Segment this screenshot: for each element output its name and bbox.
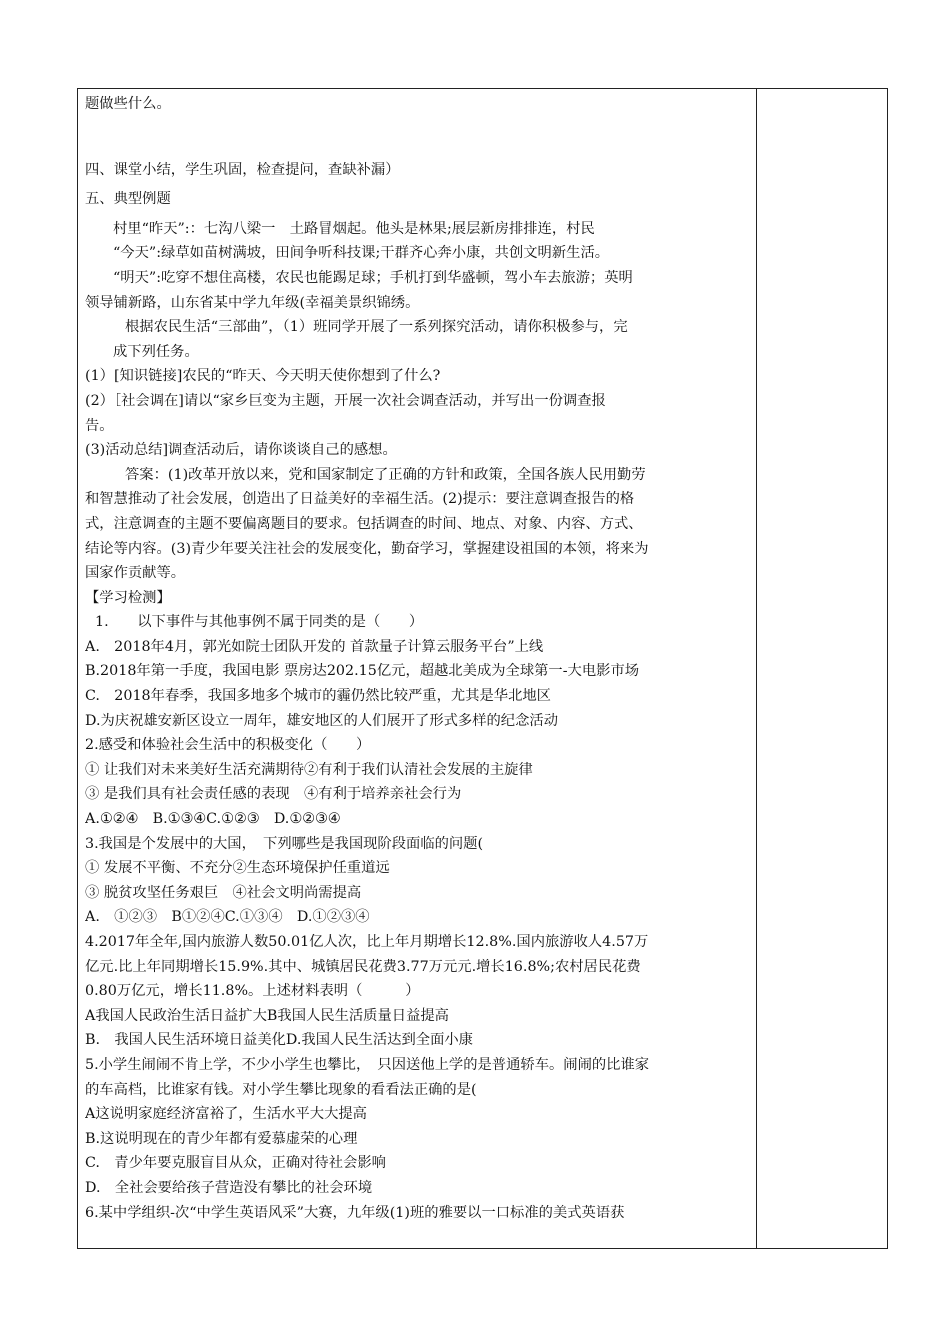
question-1-option-c: C. 2018年春季，我国多地多个城市的霾仍然比较严重，尤其是华北地区: [85, 688, 551, 705]
example-intro-cont: 成下列任务。: [113, 343, 199, 360]
text-line: 题做些什么。: [85, 96, 171, 112]
question-5-option-c: C. 青少年要克服盲目从众，正确对待社会影响: [85, 1155, 386, 1172]
question-6: 6.某中学组织-次“中学生英语风采”大赛，九年级(1)班的雅要以一口标准的美式英语获: [85, 1204, 625, 1221]
task-1: (1）[知识链接]农民的“昨天、今天明天使你想到了什么?: [85, 368, 441, 385]
question-4-options: A我国人民政治生活日益扩大B我国人民生活质量日益提高: [85, 1007, 449, 1024]
question-3-options: A. ①②③ B①②④C.①③④ D.①②③④: [85, 909, 370, 926]
section-heading-summary: 四、课堂小结，学生巩固，检查提问，查缺补漏）: [85, 161, 400, 178]
question-1-option-a: A. 2018年4月，郭光如院士团队开发的 首款量子计算云服务平台”上线: [85, 638, 544, 655]
answer-line: 国家作贡献等。: [85, 565, 186, 582]
example-tomorrow-cont: 领导铺新路，山东省某中学九年级(幸福美景织锦绣。: [85, 294, 420, 311]
answer-line: 答案：(1)改革开放以来，党和国家制定了正确的方针和政策，全国各族人民用勤劳: [125, 466, 646, 483]
example-yesterday: 村里“昨天”:：七沟八梁一 土路冒烟起。他头是林果;展层新房排排连，村民: [113, 220, 595, 237]
lesson-content: [85, 92, 749, 1225]
question-2: 2.感受和体验社会生活中的积极变化（ ）: [85, 737, 371, 754]
question-3-statements: ③ 脱贫攻坚任务艰巨 ④社会文明尚需提高: [85, 884, 362, 901]
example-intro: 根据农民生活“三部曲”，（1）班同学开展了一系列探究活动，请你积极参与，完: [125, 319, 628, 336]
question-1-option-b: B.2018年第一手度，我国电影 票房达202.15亿元，超越北美成为全球第一-大电影市场: [85, 663, 640, 680]
section-heading-examples: 五、典型例题: [85, 191, 171, 208]
question-3-statements: ① 发展不平衡、不充分②生态环境保护任重道远: [85, 860, 390, 877]
question-3: 3.我国是个发展中的大国， 下列哪些是我国现阶段面临的问题(: [85, 835, 484, 852]
question-5-option-a: A这说明家庭经济富裕了，生活水平大大提高: [85, 1106, 367, 1123]
question-5: 5.小学生闹闹不肯上学，不少小学生也攀比， 只因送他上学的是普通轿车。闹闹的比谁家: [85, 1056, 650, 1073]
question-2-statements: ③ 是我们具有社会责任感的表现 ④有利于培养亲社会行为: [85, 786, 462, 803]
question-4-options: B. 我国人民生活环境日益美化D.我国人民生活达到全面小康: [85, 1032, 473, 1049]
question-4-cont: 亿元.比上年同期增长15.9%.其中、城镇居民花费3.77万元元.增长16.8%;农村居民花费: [85, 958, 641, 975]
example-tomorrow: “明天”:吃穿不想住高楼，农民也能踢足球；手机打到华盛顿，驾小车去旅游；英明: [113, 269, 633, 286]
question-5-cont: 的车高档，比谁家有钱。对小学生攀比现象的看看法正确的是(: [85, 1081, 477, 1098]
document-table: [77, 88, 888, 1249]
answer-line: 和智慧推动了社会发展，创造出了日益美好的幸福生活。(2)提示：要注意调查报告的格: [85, 491, 635, 508]
task-2: (2）［社会调在]请以“家乡巨变为主题，开展一次社会调查活动，并写出一份调查报: [85, 392, 606, 409]
answer-line: 式，注意调查的主题不要偏离题目的要求。包括调查的时间、地点、对象、内容、方式、: [85, 515, 643, 532]
question-2-options: A.①②④ B.①③④C.①②③ D.①②③④: [85, 811, 341, 828]
question-1: 1. 以下事件与其他事例不属于同类的是（ ）: [95, 614, 424, 631]
question-1-option-d: D.为庆祝雄安新区设立一周年，雄安地区的人们展开了形式多样的纪念活动: [85, 712, 558, 729]
task-2-cont: 告。: [85, 417, 114, 434]
question-4: 4.2017年全年,国内旅游人数50.01亿人次，比上年月期增长12.8%.国内旅游收人4.57万: [85, 934, 649, 950]
notes-column: [757, 89, 887, 1248]
question-5-option-d: D. 全社会要给孩子营造没有攀比的社会环境: [85, 1179, 373, 1196]
question-4-cont: 0.80万亿元，增长11.8%。上述材料表明（ ）: [85, 983, 420, 1000]
task-3: (3)活动总结]调查活动后，请你谈谈自己的感想。: [85, 442, 397, 459]
example-today: “今天”:绿草如苗树满坡，田间争听科技课;干群齐心奔小康，共创文明新生活。: [113, 245, 610, 262]
question-5-option-b: B.这说明现在的青少年都有爱慕虚荣的心理: [85, 1130, 358, 1147]
section-heading-test: 【学习检测】: [85, 589, 171, 606]
question-2-statements: ① 让我们对未来美好生活充满期待②有利于我们认清社会发展的主旋律: [85, 761, 533, 778]
answer-line: 结论等内容。(3)青少年要关注社会的发展变化，勤奋学习，掌握建设祖国的本领，将来为: [85, 540, 649, 557]
